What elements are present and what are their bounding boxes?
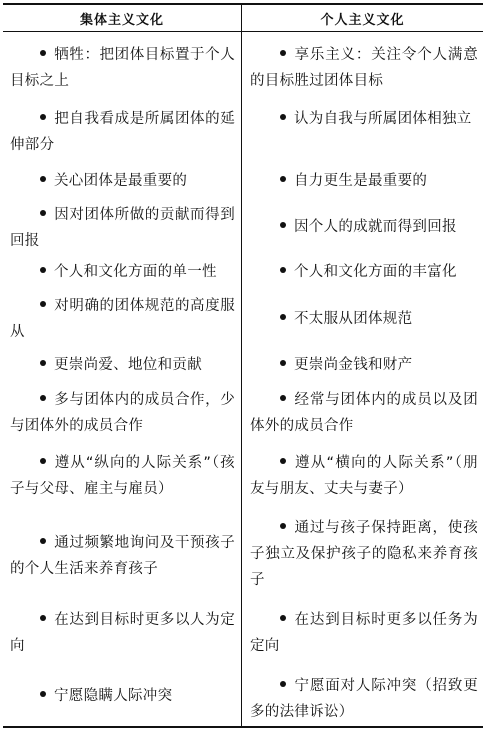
cell-text: 牺牲：把团体目标置于个人目标之上 [10,47,235,89]
cell-text: 个人和文化方面的单一性 [54,264,217,280]
row-7-collectivism [10,352,235,378]
bullet-icon [280,395,286,401]
column-header-collectivism: 集体主义文化 [79,13,164,28]
header-rule [3,31,483,32]
row-1-individualism [250,42,478,94]
cell-text: 认为自我与所属团体相独立 [294,111,472,127]
column-header-individualism: 个人主义文化 [320,13,405,28]
bullet-icon [280,267,286,273]
bullet-icon [40,395,46,401]
cell-text: 把自我看成是所属团体的延伸部分 [10,111,235,153]
cell-text: 遵从“横向的人际关系”（朋友与朋友、丈夫与妻子） [250,455,478,497]
row-6-collectivism [10,293,235,345]
row-11-individualism [250,607,478,659]
bullet-icon [40,176,46,182]
row-7-individualism [250,352,478,378]
cell-text: 享乐主义：关注令个人满意的目标胜过团体目标 [250,47,478,89]
bullet-icon [280,523,286,529]
table-bottom-rule [3,726,483,728]
bullet-icon [280,314,286,320]
cell-text: 对明确的团体规范的高度服从 [10,298,235,340]
bullet-icon [40,615,46,621]
bullet-icon [40,360,46,366]
row-10-collectivism [10,530,235,582]
column-divider [241,4,242,727]
row-5-individualism [250,259,478,285]
row-12-collectivism [10,683,235,709]
bullet-icon [40,267,46,273]
cell-text: 通过频繁地询问及干预孩子的个人生活来养育孩子 [10,535,235,577]
bullet-icon [280,50,286,56]
row-2-collectivism [10,106,235,158]
cell-text: 因对团体所做的贡献而得到回报 [10,207,235,249]
cell-text: 关心团体是最重要的 [54,173,188,189]
cell-text: 遵从“纵向的人际关系”（孩子与父母、雇主与雇员） [10,455,235,497]
cell-text: 通过与孩子保持距离，使孩子独立及保护孩子的隐私来养育孩子 [250,520,478,588]
row-8-individualism [250,387,478,439]
cell-text: 经常与团体内的成员以及团体外的成员合作 [250,392,478,434]
bullet-icon [40,538,46,544]
bullet-icon [40,114,46,120]
cell-text: 更崇尚爱、地位和贡献 [54,357,202,373]
row-11-collectivism [10,607,235,659]
cell-text: 在达到目标时更多以任务为定向 [250,612,478,654]
bullet-icon [40,210,46,216]
row-3-collectivism [10,168,235,194]
bullet-icon [40,50,46,56]
row-10-individualism [250,515,478,593]
bullet-icon [40,458,46,464]
bullet-icon [280,222,286,228]
cell-text: 宁愿面对人际冲突（招致更多的法律诉讼） [250,678,478,720]
row-5-collectivism [10,259,235,285]
row-4-individualism [250,214,478,240]
bullet-icon [280,176,286,182]
row-4-collectivism [10,202,235,254]
bullet-icon [40,301,46,307]
cell-text: 多与团体内的成员合作，少与团体外的成员合作 [10,392,235,434]
row-9-individualism [250,450,478,502]
cell-text: 更崇尚金钱和财产 [294,357,413,373]
bullet-icon [280,615,286,621]
cell-text: 在达到目标时更多以人为定向 [10,612,235,654]
bullet-icon [40,691,46,697]
table-top-rule [3,3,483,5]
cell-text: 个人和文化方面的丰富化 [294,264,457,280]
cell-text: 宁愿隐瞒人际冲突 [54,688,173,704]
cell-text: 不太服从团体规范 [294,311,413,327]
row-2-individualism [250,106,478,132]
row-3-individualism [250,168,478,194]
row-9-collectivism [10,450,235,502]
row-12-individualism [250,673,478,725]
row-1-collectivism [10,42,235,94]
bullet-icon [280,114,286,120]
row-6-individualism [250,306,478,332]
cell-text: 自力更生是最重要的 [294,173,428,189]
row-8-collectivism [10,387,235,439]
bullet-icon [280,458,286,464]
cell-text: 因个人的成就而得到回报 [294,219,457,235]
bullet-icon [280,681,286,687]
bullet-icon [280,360,286,366]
